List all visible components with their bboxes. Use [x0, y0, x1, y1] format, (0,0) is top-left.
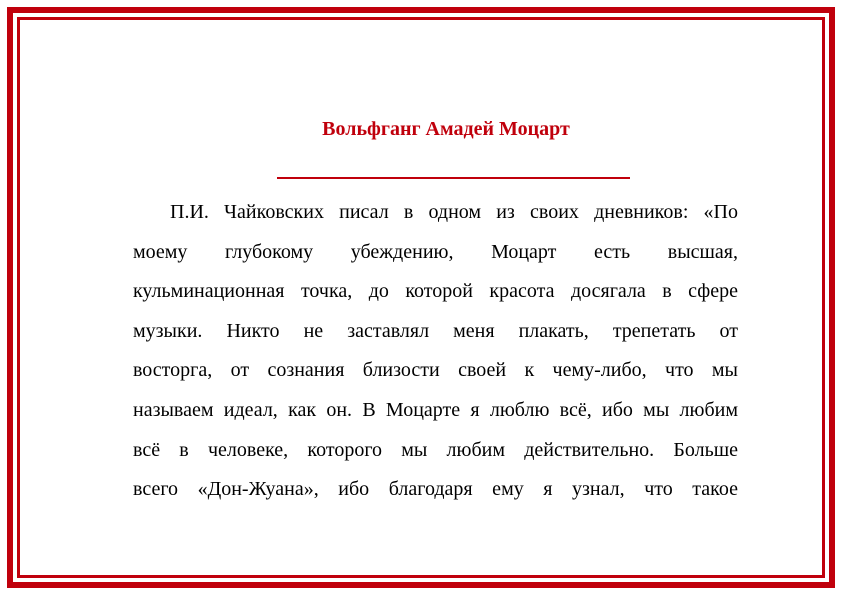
paragraph-line: моему глубокому убеждению, Моцарт есть высшая,	[133, 240, 738, 263]
paragraph-line: П.И. Чайковских писал в одном из своих дневников: «По	[170, 201, 738, 223]
paragraph-line: музыки. Никто не заставлял меня плакать, трепетать от	[133, 319, 738, 342]
paragraph-line: кульминационная точка, до которой красота досягала в сфере	[133, 280, 738, 303]
title-underline-rule	[277, 177, 630, 179]
paragraph-line: всё в человеке, которого мы любим действительно. Больше	[133, 438, 738, 461]
paragraph-line: всего «Дон-Жуана», ибо благодаря ему я узнал, что такое	[133, 478, 738, 501]
paragraph-line: называем идеал, как он. В Моцарте я люблю всё, ибо мы любим	[133, 398, 738, 421]
quote-paragraph	[133, 193, 738, 510]
page-title: Вольфганг Амадей Моцарт	[322, 118, 570, 140]
paragraph-line: восторга, от сознания близости своей к чему-либо, что мы	[133, 359, 738, 382]
